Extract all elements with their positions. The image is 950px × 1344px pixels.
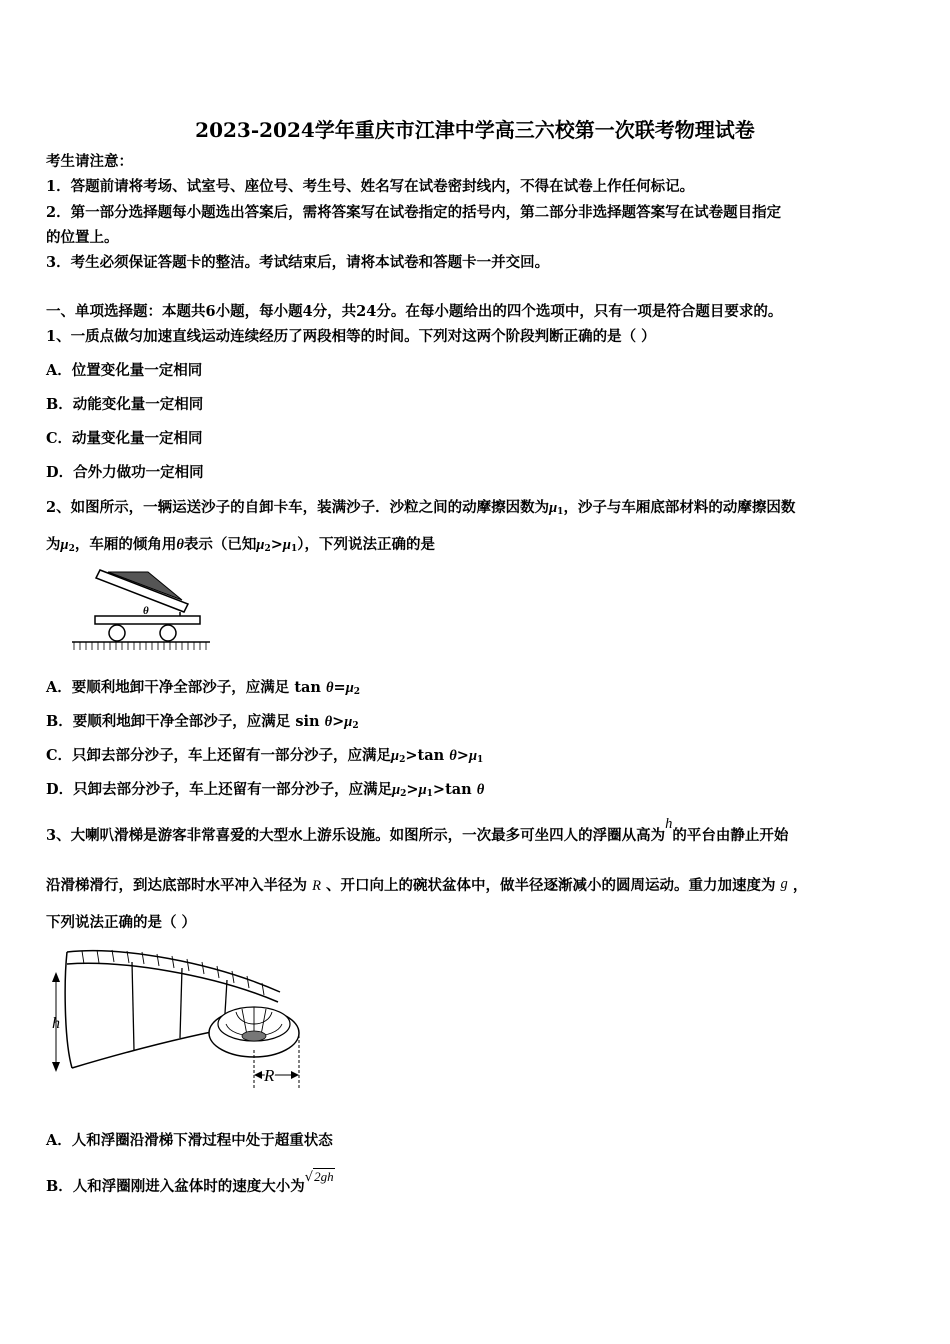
q2-option-b: B．要顺利地卸干净全部沙子，应满足 $\sin \theta>\mu_2$: [46, 713, 359, 731]
q2-option-d: D．只卸去部分沙子，车上还留有一部分沙子，应满足$\mu_2>\mu_1>\tan$ θ: [46, 781, 485, 799]
dump-truck-figure: [70, 562, 215, 657]
notice-item: 1．答题前请将考场、试室号、座位号、考生号、姓名写在试卷密封线内，不得在试卷上作任何标记。: [46, 178, 695, 195]
notice-heading: 考生请注意：: [46, 153, 133, 170]
q3-option-a: A．人和浮圈沿滑梯下滑过程中处于超重状态: [46, 1132, 333, 1149]
q2-option-a: A．要顺利地卸干净全部沙子，应满足 $\tan \theta=\mu_2$: [46, 679, 361, 697]
q3-stem-line1: 3、大喇叭滑梯是游客非常喜爱的大型水上游乐设施。如图所示，一次最多可坐四人的浮圈从高为h的平台由静止开始: [46, 816, 789, 844]
q2-stem-line2: 为$\mu_2$，车厢的倾角用θ表示（已知$\mu_2>\mu_1$），下列说法正确的是: [46, 536, 435, 554]
q2-stem-line1: 2、如图所示，一辆运送沙子的自卸卡车，装满沙子．沙粒之间的动摩擦因数为$\mu_1$，沙子与车厢底部材料的动摩擦因数: [46, 499, 796, 517]
notice-item: 3．考生必须保证答题卡的整洁。考试结束后，请将本试卷和答题卡一并交回。: [46, 254, 550, 271]
q3-stem-line2: 沿滑梯滑行，到达底部时水平冲入半径为 R 、开口向上的碗状盆体中，做半径逐渐减小的圆周运动。重力加速度为 g ，: [46, 876, 808, 894]
exam-title: 2023-2024学年重庆市江津中学高三六校第一次联考物理试卷: [195, 118, 755, 142]
q2-option-c: C．只卸去部分沙子，车上还留有一部分沙子，应满足$\mu_2>\tan$ $\theta>\mu_1$: [46, 747, 484, 765]
q3-stem-line3: 下列说法正确的是（ ）: [46, 914, 197, 931]
svg-text:θ: θ: [143, 605, 149, 617]
q1-stem: 1、一质点做匀加速直线运动连续经历了两段相等的时间。下列对这两个阶段判断正确的是（ ）: [46, 328, 656, 345]
svg-text:h: h: [52, 1015, 60, 1032]
svg-text:R: R: [264, 1066, 275, 1085]
q1-option-d: D．合外力做功一定相同: [46, 464, 204, 481]
section-heading: 一、单项选择题：本题共6小题，每小题4分，共24分。在每小题给出的四个选项中，只有一项是符合题目要求的。: [46, 303, 783, 320]
notice-item: 2．第一部分选择题每小题选出答案后，需将答案写在试卷指定的括号内，第二部分非选择题答案写在试卷题目指定: [46, 204, 782, 221]
q1-option-a: A．位置变化量一定相同: [46, 362, 203, 379]
water-slide-figure: [42, 940, 307, 1095]
q1-option-b: B．动能变化量一定相同: [46, 396, 204, 413]
q1-option-c: C．动量变化量一定相同: [46, 430, 203, 447]
q3-option-b: B．人和浮圈刚进入盆体时的速度大小为√2gh: [46, 1169, 334, 1195]
notice-item: 的位置上。: [46, 229, 119, 246]
